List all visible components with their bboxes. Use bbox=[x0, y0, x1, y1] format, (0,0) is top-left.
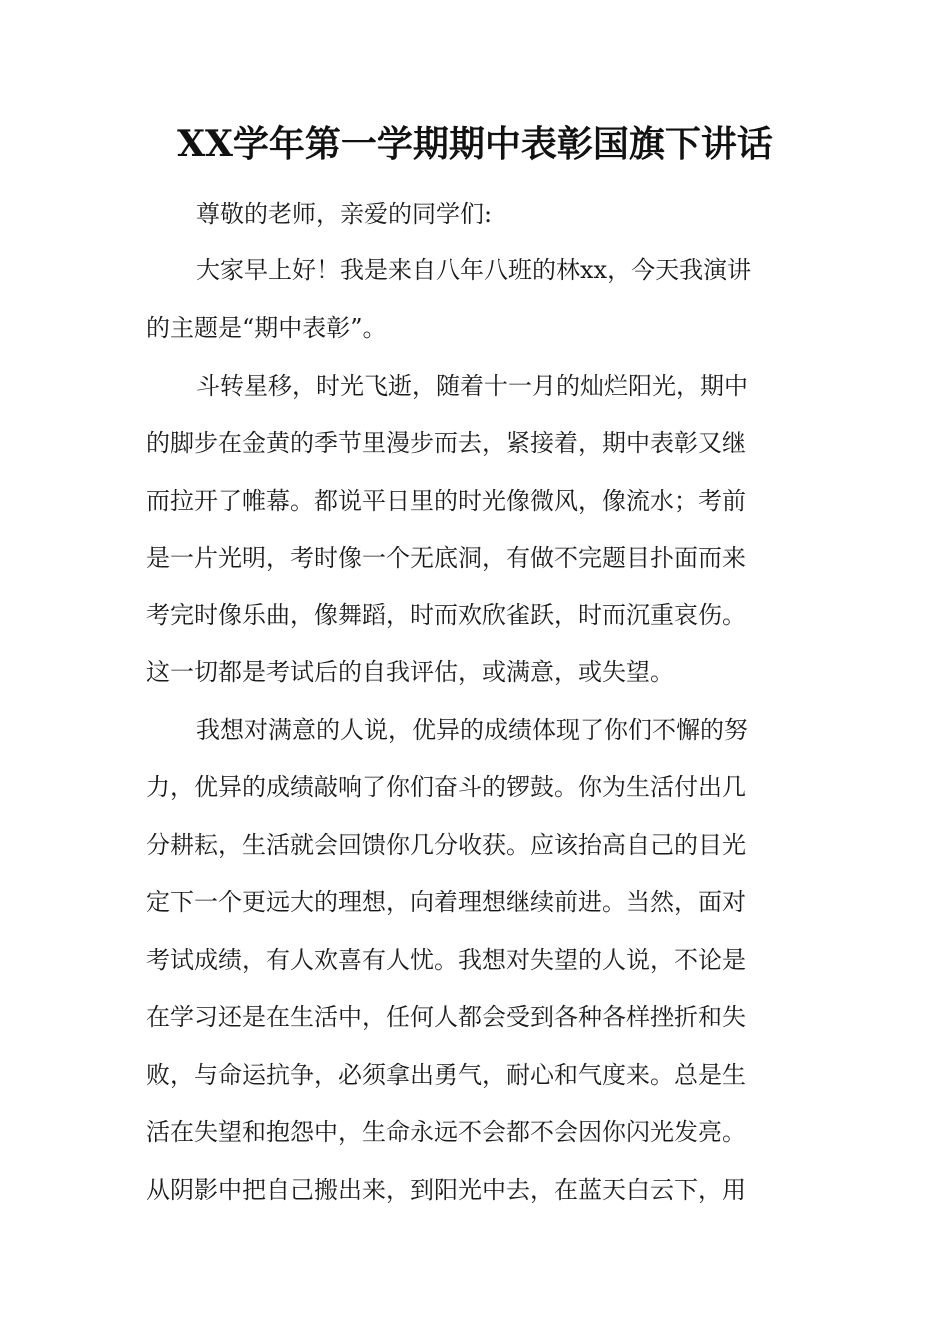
text-line-salutation: 尊敬的老师，亲爱的同学们: bbox=[196, 200, 493, 228]
text-line: 大家早上好！我是来自八年八班的林xx，今天我演讲 bbox=[196, 256, 752, 284]
text-line: 是一片光明，考时像一个无底洞，有做不完题目扑面而来 bbox=[146, 544, 746, 572]
text-line: 分耕耘，生活就会回馈你几分收获。应该抬高自己的目光 bbox=[146, 831, 746, 859]
text-line: 败，与命运抗争，必须拿出勇气，耐心和气度来。总是生 bbox=[146, 1061, 746, 1089]
text-line: 力，优异的成绩敲响了你们奋斗的锣鼓。你为生活付出几 bbox=[146, 773, 746, 801]
text-line: 定下一个更远大的理想，向着理想继续前进。当然，面对 bbox=[146, 888, 746, 916]
text-line: 斗转星移，时光飞逝，随着十一月的灿烂阳光，期中 bbox=[196, 372, 748, 400]
text-line: 考试成绩，有人欢喜有人忧。我想对失望的人说，不论是 bbox=[146, 946, 746, 974]
text-line: 从阴影中把自己搬出来，到阳光中去，在蓝天白云下，用 bbox=[146, 1176, 746, 1204]
text-line: 在学习还是在生活中，任何人都会受到各种各样挫折和失 bbox=[146, 1003, 746, 1031]
text-line: 考完时像乐曲，像舞蹈，时而欢欣雀跃，时而沉重哀伤。 bbox=[146, 601, 746, 629]
document-title: XX学年第一学期期中表彰国旗下讲话 bbox=[177, 123, 773, 165]
text-line: 而拉开了帷幕。都说平日里的时光像微风，像流水；考前 bbox=[146, 487, 746, 515]
text-line: 我想对满意的人说，优异的成绩体现了你们不懈的努 bbox=[196, 716, 748, 744]
text-line: 这一切都是考试后的自我评估，或满意，或失望。 bbox=[146, 658, 674, 686]
text-line: 的主题是“期中表彰”。 bbox=[146, 314, 387, 342]
text-line: 的脚步在金黄的季节里漫步而去，紧接着，期中表彰又继 bbox=[146, 429, 746, 457]
text-line: 活在失望和抱怨中，生命永远不会都不会因你闪光发亮。 bbox=[146, 1118, 746, 1146]
